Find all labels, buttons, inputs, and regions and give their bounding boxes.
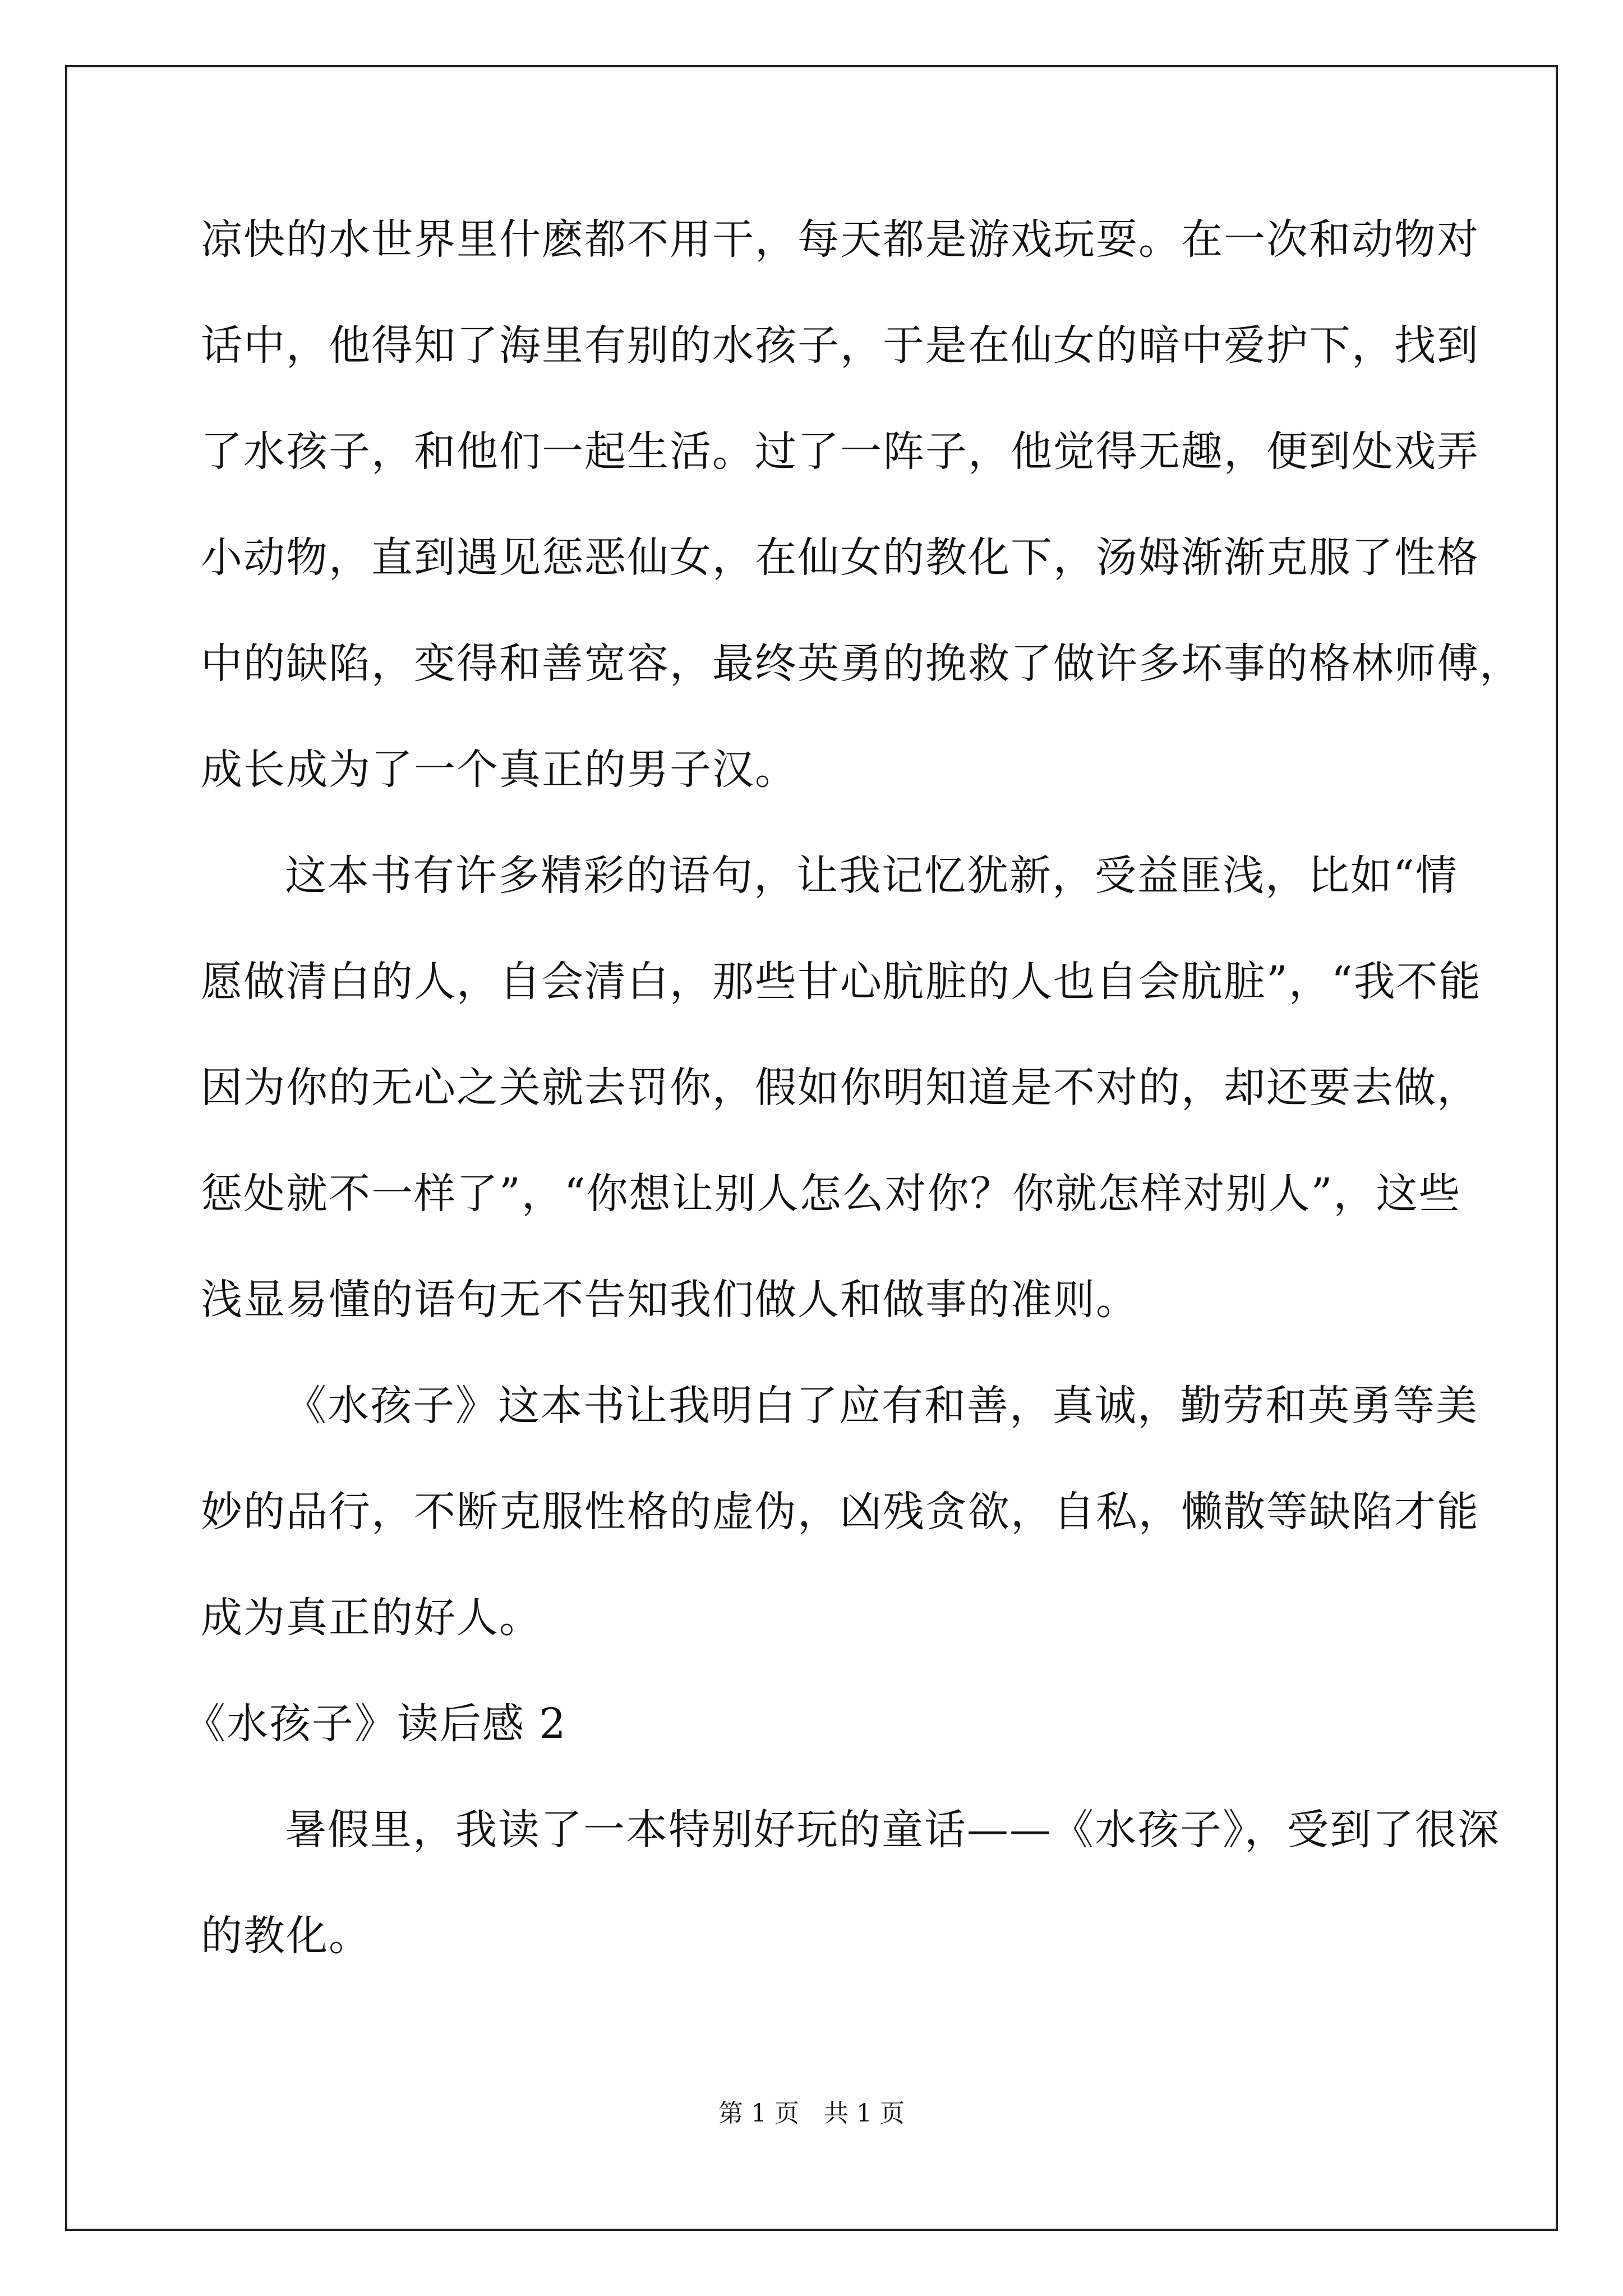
paragraph-line: 暑假里，我读了一本特别好玩的童话——《水孩子》，受到了很深 xyxy=(285,1806,1500,1854)
paragraph-line: 小动物，直到遇见惩恶仙女，在仙女的教化下，汤姆渐渐克服了性格 xyxy=(201,533,1479,582)
paragraph-line: 惩处就不一样了”，“你想让别人怎么对你？你就怎样对别人”，这些 xyxy=(201,1170,1461,1218)
paragraph-line: 成为真正的好人。 xyxy=(201,1594,542,1642)
paragraph-line: 了水孩子，和他们一起生活。过了一阵子，他觉得无趣，便到处戏弄 xyxy=(201,427,1479,476)
section-heading: 《水孩子》读后感 2 xyxy=(184,1700,567,1748)
paragraph-line: 成长成为了一个真正的男子汉。 xyxy=(201,746,797,794)
paragraph-line: 浅显易懂的语句无不告知我们做人和做事的准则。 xyxy=(201,1276,1138,1324)
paragraph-line: 话中，他得知了海里有别的水孩子，于是在仙女的暗中爱护下，找到 xyxy=(201,321,1479,370)
paragraph-line: 凉快的水世界里什麽都不用干，每天都是游戏玩耍。在一次和动物对 xyxy=(201,215,1479,264)
paragraph-line: 妙的品行，不断克服性格的虚伪，凶残贪欲，自私，懒散等缺陷才能 xyxy=(201,1488,1479,1536)
paragraph-line: 的教化。 xyxy=(201,1912,371,1960)
paragraph-line: 《水孩子》这本书让我明白了应有和善，真诚，勤劳和英勇等美 xyxy=(285,1382,1478,1430)
paragraph-line: 愿做清白的人，自会清白，那些甘心肮脏的人也自会肮脏”，“我不能 xyxy=(201,958,1482,1006)
paragraph-line: 这本书有许多精彩的语句，让我记忆犹新，受益匪浅，比如“情 xyxy=(285,852,1458,900)
paragraph-line: 中的缺陷，变得和善宽容，最终英勇的挽救了做许多坏事的格林师傅， xyxy=(201,639,1522,688)
page-number-footer: 第 1 页 共 1 页 xyxy=(718,2099,905,2128)
document-body xyxy=(184,213,1522,2016)
paragraph-line: 因为你的无心之关就去罚你，假如你明知道是不对的，却还要去做， xyxy=(201,1064,1479,1112)
